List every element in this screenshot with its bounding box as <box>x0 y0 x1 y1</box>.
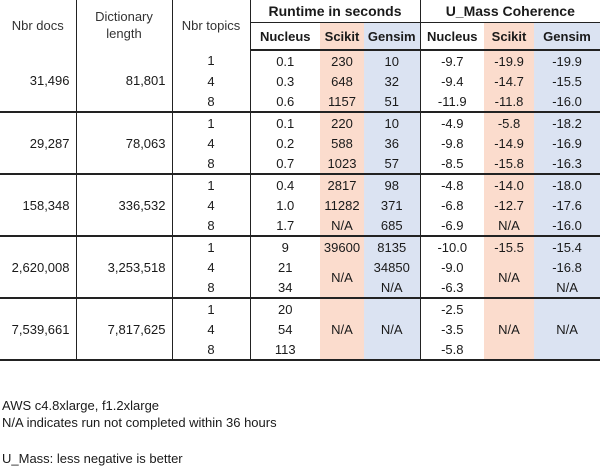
coherence-scikit-cell: -14.0 <box>484 174 534 195</box>
dictionary-line2: length <box>106 26 142 41</box>
sub-header-coherence-scikit: Scikit <box>484 23 534 51</box>
coherence-scikit-cell: -15.8 <box>484 153 534 174</box>
coherence-nucleus-cell: -6.3 <box>441 279 464 295</box>
table-row <box>0 174 600 195</box>
docs-cell: 7,539,661 <box>0 298 76 360</box>
runtime-gensim-cell: 34850 <box>364 257 420 277</box>
coherence-nucleus-cell: -5.8 <box>441 341 464 357</box>
coherence-gensim-cell: -19.9 <box>534 50 600 71</box>
sub-header-runtime-gensim: Gensim <box>364 23 420 51</box>
runtime-gensim-cell: 36 <box>364 133 420 153</box>
dict-cell: 81,801 <box>76 50 172 112</box>
runtime-nucleus-cell: 0.7 <box>276 155 295 171</box>
sub-header-coherence-gensim: Gensim <box>534 23 600 51</box>
header-row-1 <box>0 0 600 23</box>
coherence-scikit-cell: -5.8 <box>484 112 534 133</box>
runtime-gensim-cell: 32 <box>364 71 420 91</box>
coherence-gensim-cell: -16.8 <box>534 257 600 277</box>
coherence-nucleus-cell: -9.0 <box>441 259 464 275</box>
coherence-gensim-cell: -16.3 <box>534 153 600 174</box>
runtime-scikit-cell: 1157 <box>320 91 364 112</box>
runtime-gensim-cell: N/A <box>364 298 420 360</box>
topics-cell: 1 <box>172 50 250 71</box>
runtime-nucleus-cell: 0.1 <box>276 53 295 69</box>
coherence-nucleus-cell: -9.4 <box>441 73 464 89</box>
topics-cell: 4 <box>172 133 250 153</box>
coherence-scikit-cell: -12.7 <box>484 195 534 215</box>
runtime-nucleus-cell: 113 <box>274 341 296 357</box>
coherence-nucleus-cell: -11.9 <box>437 93 467 109</box>
coherence-gensim-cell: -16.0 <box>534 91 600 112</box>
runtime-gensim-cell: 51 <box>364 91 420 112</box>
runtime-gensim-cell: 371 <box>364 195 420 215</box>
topics-cell: 4 <box>172 257 250 277</box>
col-header-nbr-topics: Nbr topics <box>172 0 250 50</box>
note-aws: AWS c4.8xlarge, f1.2xlarge <box>2 398 160 413</box>
runtime-scikit-cell: 11282 <box>320 195 364 215</box>
runtime-nucleus-cell: 9 <box>250 236 320 257</box>
coherence-scikit-cell: N/A <box>484 257 534 298</box>
docs-cell: 31,496 <box>0 50 76 112</box>
coherence-nucleus-cell: -3.5 <box>441 321 464 337</box>
runtime-nucleus-cell: 1.7 <box>276 217 295 233</box>
coherence-scikit-cell: -11.8 <box>484 91 534 112</box>
table-row <box>0 298 600 319</box>
runtime-gensim-cell: 57 <box>364 153 420 174</box>
runtime-scikit-cell: 2817 <box>320 174 364 195</box>
dict-cell: 3,253,518 <box>76 236 172 298</box>
dictionary-line1: Dictionary <box>95 9 153 24</box>
topics-cell: 1 <box>172 236 250 257</box>
runtime-scikit-cell: N/A <box>320 257 364 298</box>
runtime-nucleus-cell: 54 <box>278 321 293 337</box>
coherence-nucleus-cell: -9.8 <box>441 135 464 151</box>
runtime-nucleus-cell: 0.3 <box>276 73 295 89</box>
topics-cell: 8 <box>172 91 250 112</box>
table-row <box>0 112 600 133</box>
runtime-nucleus-cell: 20 <box>250 298 320 319</box>
dict-cell: 336,532 <box>76 174 172 236</box>
runtime-scikit-cell: N/A <box>320 215 364 236</box>
topics-cell: 8 <box>172 339 250 360</box>
coherence-nucleus-cell: -6.8 <box>441 197 464 213</box>
topics-cell: 8 <box>172 153 250 174</box>
dict-cell: 7,817,625 <box>76 298 172 360</box>
docs-cell: 2,620,008 <box>0 236 76 298</box>
table-row <box>0 236 600 257</box>
runtime-scikit-cell: N/A <box>320 298 364 360</box>
coherence-gensim-cell: N/A <box>534 298 600 360</box>
topics-cell: 4 <box>172 319 250 339</box>
topics-cell: 8 <box>172 215 250 236</box>
coherence-nucleus-cell: -8.5 <box>441 155 464 171</box>
topics-cell: 1 <box>172 298 250 319</box>
sub-header-runtime-scikit: Scikit <box>320 23 364 51</box>
note-na: N/A indicates run not completed within 36 hours <box>2 415 277 430</box>
table-bottom-rule <box>0 360 600 361</box>
group-header-runtime: Runtime in seconds <box>250 0 420 23</box>
table-row <box>0 50 600 71</box>
runtime-gensim-cell: 8135 <box>364 236 420 257</box>
runtime-nucleus-cell: 21 <box>278 259 293 275</box>
coherence-nucleus-cell: -4.8 <box>420 174 484 195</box>
coherence-scikit-cell: -19.9 <box>484 50 534 71</box>
runtime-nucleus-cell: 0.1 <box>250 112 320 133</box>
topics-cell: 1 <box>172 174 250 195</box>
col-header-nbr-docs: Nbr docs <box>0 0 76 50</box>
dict-cell: 78,063 <box>76 112 172 174</box>
coherence-nucleus-cell: -2.5 <box>420 298 484 319</box>
runtime-nucleus-cell: 0.4 <box>250 174 320 195</box>
note-umass: U_Mass: less negative is better <box>2 451 183 466</box>
runtime-gensim-cell: 10 <box>364 112 420 133</box>
topics-cell: 4 <box>172 71 250 91</box>
runtime-nucleus-cell: 1.0 <box>276 197 295 213</box>
coherence-gensim-cell: -16.9 <box>534 133 600 153</box>
topics-cell: 1 <box>172 112 250 133</box>
col-header-dictionary-length <box>76 0 172 50</box>
coherence-nucleus-cell: -4.9 <box>420 112 484 133</box>
runtime-scikit-cell: 1023 <box>320 153 364 174</box>
runtime-scikit-cell: 39600 <box>320 236 364 257</box>
coherence-gensim-cell: -18.2 <box>534 112 600 133</box>
runtime-nucleus-cell: 34 <box>278 279 293 295</box>
runtime-gensim-cell: 685 <box>364 215 420 236</box>
sub-header-runtime-nucleus: Nucleus <box>250 23 320 51</box>
coherence-gensim-cell: -18.0 <box>534 174 600 195</box>
coherence-nucleus-cell: -9.7 <box>441 53 464 69</box>
topics-cell: 8 <box>172 277 250 298</box>
coherence-gensim-cell: -16.0 <box>534 215 600 236</box>
coherence-nucleus-cell: -6.9 <box>441 217 464 233</box>
coherence-gensim-cell: -17.6 <box>534 195 600 215</box>
runtime-gensim-cell: 10 <box>364 50 420 71</box>
coherence-scikit-cell: -14.9 <box>484 133 534 153</box>
docs-cell: 29,287 <box>0 112 76 174</box>
runtime-nucleus-cell: 0.6 <box>276 93 295 109</box>
runtime-scikit-cell: 588 <box>320 133 364 153</box>
runtime-gensim-cell: 98 <box>364 174 420 195</box>
coherence-gensim-cell: -15.4 <box>534 236 600 257</box>
coherence-gensim-cell: -15.5 <box>534 71 600 91</box>
coherence-scikit-cell: -15.5 <box>484 236 534 257</box>
runtime-nucleus-cell: 0.2 <box>276 135 295 151</box>
coherence-scikit-cell: N/A <box>484 215 534 236</box>
coherence-nucleus-cell: -10.0 <box>420 236 484 257</box>
docs-cell: 158,348 <box>0 174 76 236</box>
runtime-scikit-cell: 230 <box>320 50 364 71</box>
coherence-scikit-cell: -14.7 <box>484 71 534 91</box>
sub-header-coherence-nucleus: Nucleus <box>420 23 484 51</box>
coherence-scikit-cell: N/A <box>484 298 534 360</box>
runtime-gensim-cell: N/A <box>364 277 420 298</box>
topics-cell: 4 <box>172 195 250 215</box>
runtime-scikit-cell: 220 <box>320 112 364 133</box>
runtime-scikit-cell: 648 <box>320 71 364 91</box>
coherence-gensim-cell: N/A <box>534 277 600 298</box>
group-header-coherence: U_Mass Coherence <box>420 0 600 23</box>
